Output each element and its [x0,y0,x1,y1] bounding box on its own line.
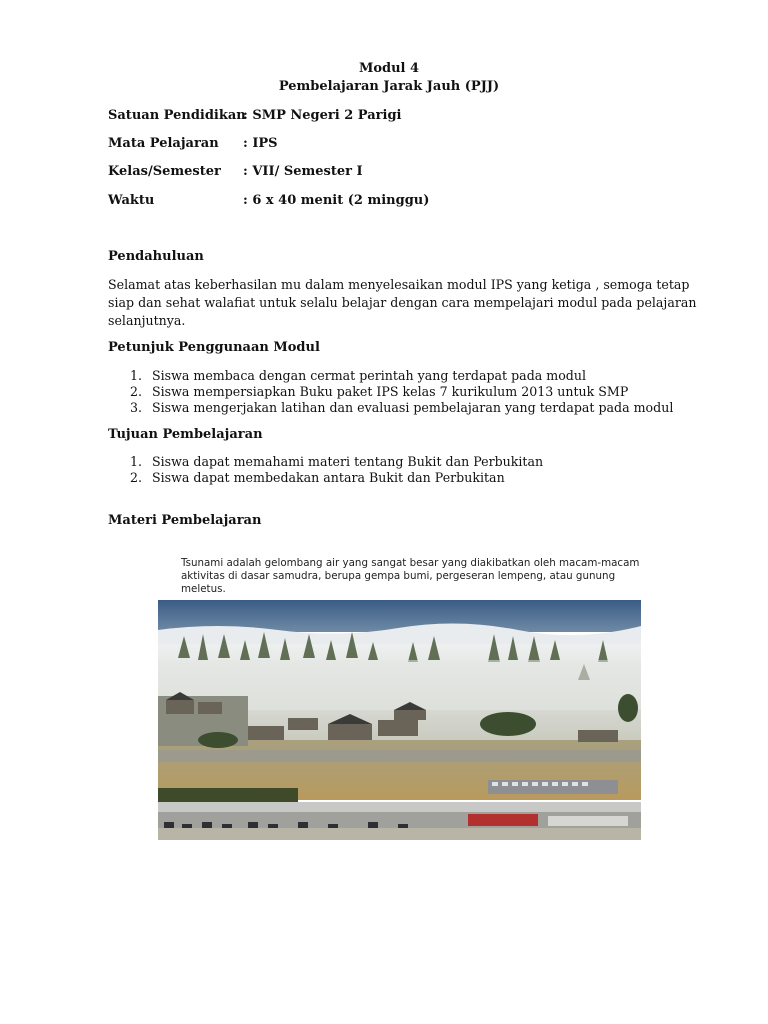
tsunami-photo [158,600,641,840]
list-number: 3. [130,400,143,415]
list-item [130,400,673,415]
list-text: Siswa mempersiapkan Buku paket IPS kelas 7 kurikulum 2013 untuk SMP [152,384,629,399]
tsunami-photo-icon [158,600,641,840]
list-number: 1. [130,454,143,469]
list-text: Siswa dapat membedakan antara Bukit dan Perbukitan [152,470,505,485]
module-title: Modul 4 [358,61,420,76]
info-label: Mata Pelajaran [108,136,219,151]
info-label: Satuan Pendidikan [108,108,246,123]
list-number: 2. [130,384,143,399]
heading-tujuan: Tujuan Pembelajaran [108,427,263,442]
info-value: : VII/ Semester I [243,164,363,179]
info-value: : IPS [243,136,278,151]
info-label: Kelas/Semester [108,164,221,179]
module-subtitle: Pembelajaran Jarak Jauh (PJJ) [278,79,500,94]
heading-materi: Materi Pembelajaran [108,513,262,528]
pendahuluan-text: Selamat atas keberhasilan mu dalam menyelesaikan modul IPS yang ketiga , semoga tetap siap dan sehat walafiat untuk selalu belajar dengan cara mempelajari modul pada pelajaran selanjutnya. [108,277,697,328]
info-value: : SMP Negeri 2 Parigi [243,108,402,123]
list-text: Siswa membaca dengan cermat perintah yang terdapat pada modul [152,368,586,383]
list-item [130,470,505,485]
list-number: 1. [130,368,143,383]
list-item [130,384,628,399]
list-number: 2. [130,470,143,485]
list-item [130,368,586,383]
list-text: Siswa mengerjakan latihan dan evaluasi pembelajaran yang terdapat pada modul [152,400,674,415]
heading-pendahuluan: Pendahuluan [108,249,204,264]
list-text: Siswa dapat memahami materi tentang Bukit dan Perbukitan [152,454,544,469]
heading-petunjuk: Petunjuk Penggunaan Modul [108,340,320,355]
info-value: : 6 x 40 menit (2 minggu) [243,193,430,208]
photo-caption: Tsunami adalah gelombang air yang sangat besar yang diakibatkan oleh macam-macam aktivitas di dasar samudra, berupa gempa bumi, pergeseran lempeng, atau gunung meletus. [181,557,640,595]
info-label: Waktu [108,193,155,208]
list-item [130,454,543,469]
